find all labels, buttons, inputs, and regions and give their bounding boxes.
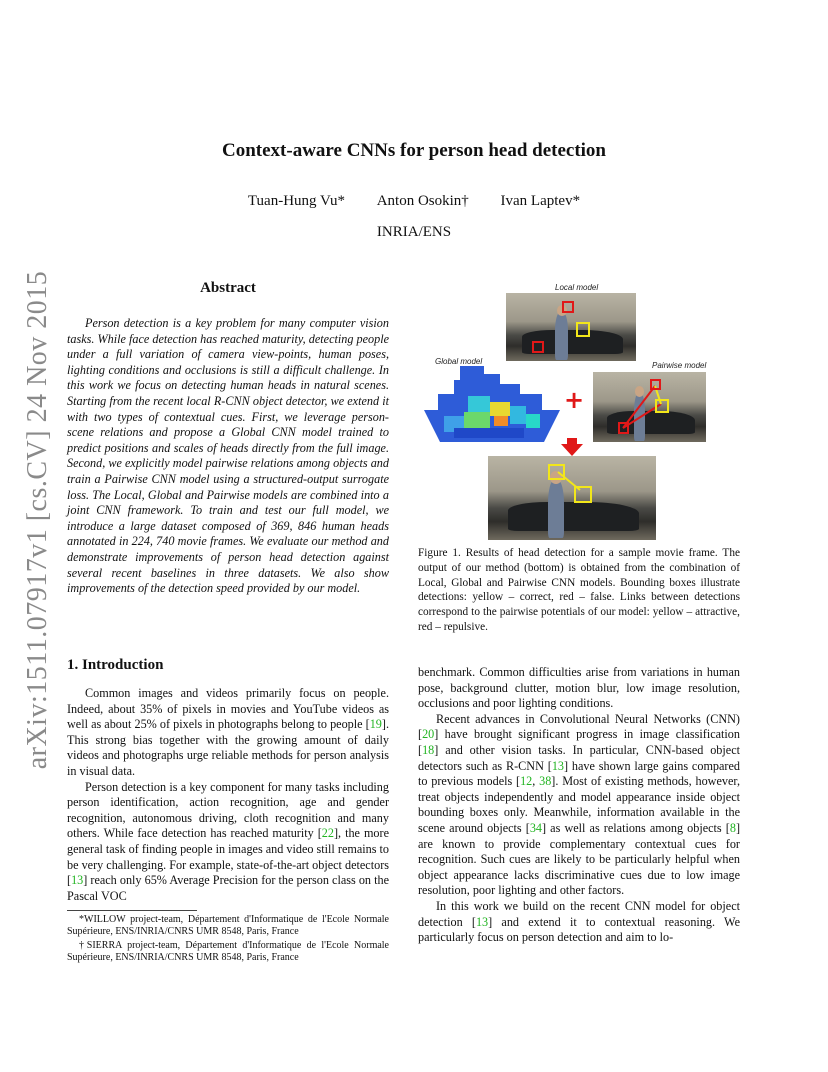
correct-detection-box [576, 322, 590, 337]
citation-link[interactable]: 18 [422, 742, 435, 757]
right-column-text [418, 665, 740, 946]
author: Ivan Laptev* [500, 193, 581, 209]
paper-title: Context-aware CNNs for person head detection [222, 140, 606, 161]
global-model-heatmap [424, 366, 560, 442]
citation-link[interactable]: 12 [520, 774, 533, 789]
citation-link[interactable]: 38 [539, 774, 552, 789]
author-list [0, 193, 828, 210]
plus-icon: + [564, 386, 585, 414]
footnotes [67, 914, 389, 966]
author: Anton Osokin† [376, 193, 469, 209]
abstract-text: Person detection is a key problem for many computer vision tasks. While face detection has reached maturity, detecting people under a full variation of camera view-points, human poses, lighting conditions and occlusions is still a difficult challenge. In this work we focus on detecting human heads in natural scenes. Starting from the recent local R-CNN object detector, we extend it with two types of contextual cues. First, we leverage person-scene relations and propose a Global CNN model trained to predict positions and scales of heads directly from the full image. Second, we explicitly model pairwise relations among objects and train a Pairwise CNN model using a structured-output surrogate loss. The Local, Global and Pairwise models are combined into a joint CNN framework. To train and test our full model, we introduce a large dataset composed of 369, 846 human heads annotated in 224, 740 movie frames. We evaluate our method and demonstrate improvements of person head detection against several recent baselines in three datasets. We also show improvements of the detection speed provided by our model. [67, 316, 389, 596]
left-column-text [67, 686, 389, 904]
global-model-label: Global model [435, 357, 483, 366]
local-model-frame [506, 293, 636, 361]
paragraph: Recent advances in Convolutional Neural Networks (CNN) [20] have brought significant progress in image classification [18] and other vision tasks. In particular, CNN-based object detectors such as R-CNN [13] have shown large gains compared to previous models [12, 38]. Most of existing methods, however, treat objects independently and model appearance inside object bounding boxes only. Meanwhile, information available in the scene around objects [34] as well as relations among objects [8] are known to provide complementary contextual cues for recognition. Such cues are likely to be particularly helpful when object appearance lacks discriminative cues due to low image resolution, poor lighting and other factors. [418, 711, 741, 898]
local-model-label: Local model [555, 283, 599, 292]
combined-output-frame [488, 456, 656, 540]
citation-link[interactable]: 13 [71, 873, 84, 888]
figure-1 [418, 280, 740, 540]
affiliation: INRIA/ENS [376, 224, 452, 240]
citation-link[interactable]: 8 [729, 820, 736, 835]
section-heading-introduction: 1. Introduction [67, 657, 164, 673]
footnote-rule [67, 910, 197, 911]
arxiv-id: arXiv:1511.07917v1 [cs.CV] 24 Nov 2015 [22, 270, 53, 770]
citation-link[interactable]: 34 [529, 820, 543, 835]
pairwise-model-frame [593, 372, 706, 442]
citation-link[interactable]: 20 [422, 727, 435, 742]
pairwise-model-label: Pairwise model [652, 361, 707, 370]
figure-1-caption: Figure 1. Results of head detection for a sample movie frame. The output of our method (bottom) is obtained from the combination of Local, Global and Pairwise CNN models. Bounding boxes illustrate detections: yellow – correct, red – false. Links between detections correspond to the pairwise potentials of our model: yellow – attractive, red – repulsive. [418, 547, 740, 633]
footnote: *WILLOW project-team, Département d'Informatique de l'Ecole Normale Supérieure, ENS/INRIA/CNRS UMR 8548, Paris, France [67, 914, 389, 938]
combined-links [488, 456, 656, 540]
false-detection-box [562, 301, 574, 313]
abstract-heading: Abstract [200, 280, 256, 296]
citation-link[interactable]: 13 [475, 914, 489, 929]
paragraph: In this work we build on the recent CNN model for object detection [13] and extend it to contextual reasoning. We particularly focus on person detection and aim to lo- [418, 898, 740, 945]
citation-link[interactable]: 22 [321, 826, 334, 841]
citation-link[interactable]: 13 [551, 758, 564, 773]
false-detection-box [532, 341, 544, 353]
paragraph: Common images and videos primarily focus on people. Indeed, about 35% of pixels in movies and YouTube videos as well as about 25% of pixels in photographs belong to people [19]. This strong bias together with the growing amount of daily videos and photographs urge reliable methods for person analysis in visual data. [67, 686, 389, 778]
paragraph: Person detection is a key component for many tasks including person identification, action recognition, age and gender recognition, autonomous driving, cloth recognition and many others. While face detection has reached maturity [22], the more general task of finding people in images and video still remains to be very challenging. For example, state-of-the-art object detectors [13] reach only 65% Average Precision for the person class on the Pascal VOC [67, 779, 389, 903]
footnote: †SIERRA project-team, Département d'Informatique de l'Ecole Normale Supérieure, ENS/INRIA/CNRS UMR 8548, Paris, France [67, 939, 389, 964]
citation-link[interactable]: 19 [369, 717, 382, 732]
author: Tuan-Hung Vu* [247, 193, 345, 209]
paragraph: benchmark. Common difficulties arise from variations in human pose, background clutter, motion blur, low image resolution, occlusions and poor lighting conditions. [418, 665, 740, 711]
